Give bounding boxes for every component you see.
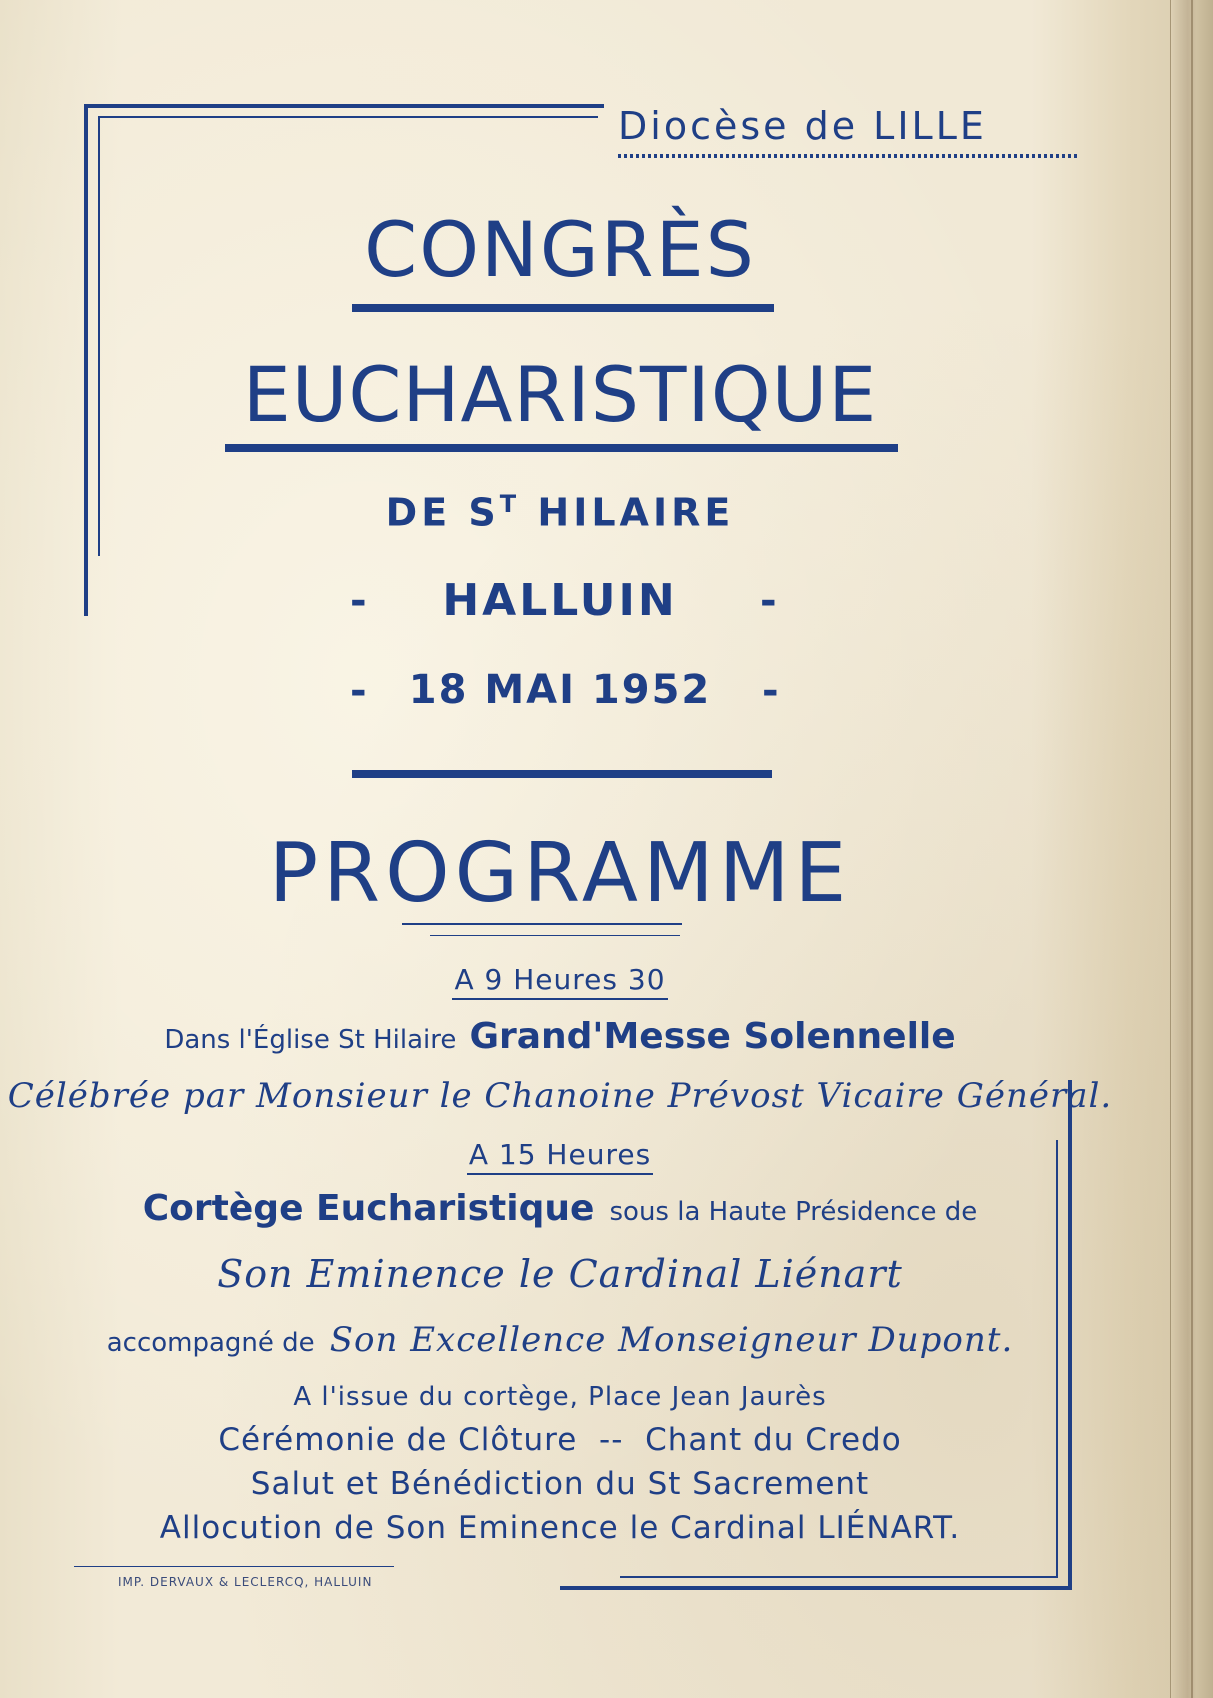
diocese-underline [618, 154, 1078, 158]
subtitle-sup: T [499, 490, 521, 518]
date-rule [352, 770, 772, 778]
printer-credit: IMP. DERVAUX & LECLERCQ, HALLUIN [118, 1575, 373, 1589]
date-dash-left: - [350, 668, 367, 714]
morning-event-row [0, 1016, 1120, 1057]
programme-heading: PROGRAMME [268, 826, 852, 921]
afternoon-event-row [0, 1188, 1120, 1229]
afternoon-time: A 15 Heures [467, 1138, 653, 1175]
closing-line-1: A l'issue du cortège, Place Jean Jaurès [293, 1382, 827, 1412]
morning-place: Dans l'Église St Hilaire [164, 1025, 457, 1055]
programme-rule-2 [430, 935, 680, 936]
morning-time-row [0, 963, 1120, 1000]
location-dash-right: - [760, 578, 777, 624]
accompanied-label: accompagné de [106, 1328, 315, 1358]
closing-line-2: Cérémonie de Clôture -- Chant du Credo [218, 1422, 902, 1458]
title-eucharistique: EUCHARISTIQUE [242, 350, 878, 439]
title-congres: CONGRÈS [364, 205, 756, 294]
diocese-label: Diocèse de LILLE [618, 104, 987, 148]
location-dash-left: - [350, 578, 367, 624]
morning-time: A 9 Heures 30 [452, 963, 667, 1000]
afternoon-event: Cortège Eucharistique [142, 1188, 595, 1229]
event-date: 18 MAI 1952 [408, 667, 712, 713]
morning-event: Grand'Messe Solennelle [469, 1016, 956, 1057]
bishop-row [0, 1320, 1120, 1360]
date-dash-right: - [762, 668, 779, 714]
programme-rule-1 [402, 923, 682, 925]
bishop-name: Son Excellence Monseigneur Dupont. [329, 1320, 1014, 1360]
location-title: HALLUIN [442, 575, 678, 626]
afternoon-presidence: sous la Haute Présidence de [609, 1197, 978, 1227]
subtitle-st-hilaire [0, 490, 1120, 535]
morning-celebrant: Célébrée par Monsieur le Chanoine Prévost Vicaire Général. [7, 1076, 1113, 1116]
subtitle-suffix: HILAIRE [520, 490, 735, 535]
page-fold [1191, 0, 1193, 1698]
frame-bottom-right-horizontal [560, 1586, 1072, 1590]
subtitle-prefix: DE S [385, 490, 500, 535]
closing-line-4: Allocution de Son Eminence le Cardinal LIÉNART. [159, 1510, 961, 1546]
frame-top-left-horizontal [84, 104, 604, 108]
frame-bottom-right-inner-horizontal [620, 1576, 1058, 1578]
footer-rule [74, 1566, 394, 1567]
closing-line-3: Salut et Bénédiction du St Sacrement [250, 1466, 870, 1502]
cardinal-name: Son Eminence le Cardinal Liénart [217, 1252, 903, 1296]
title-rule-2 [225, 444, 898, 452]
frame-top-left-inner-horizontal [98, 116, 598, 118]
title-rule-1 [352, 304, 774, 312]
afternoon-time-row [0, 1138, 1120, 1175]
